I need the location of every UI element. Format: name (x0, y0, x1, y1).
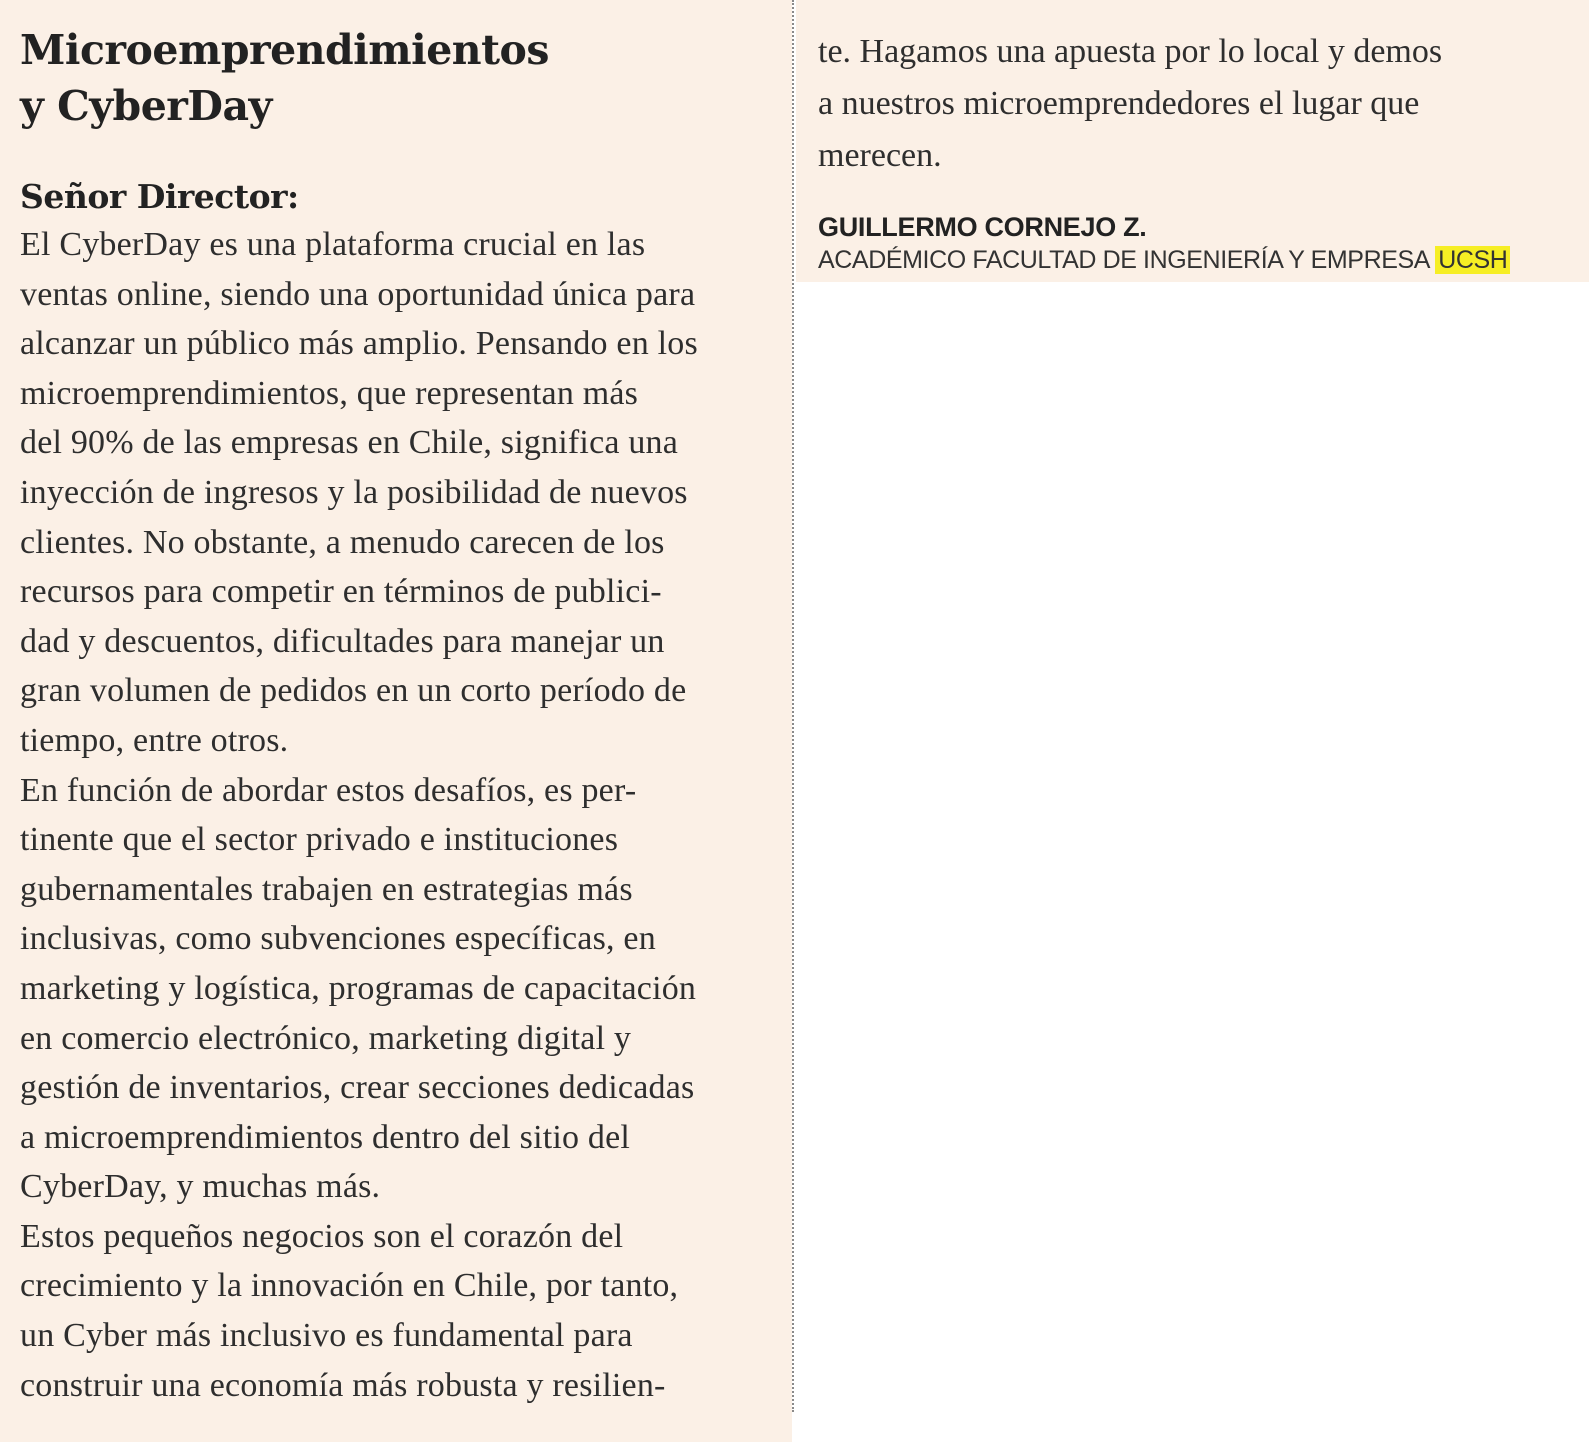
affiliation-text: ACADÉMICO FACULTAD DE INGENIERÍA Y EMPRESA (818, 246, 1429, 274)
paragraph-1 (20, 220, 772, 766)
paragraph-3-continued (818, 26, 1569, 182)
text-line: inclusivas, como subvenciones específicas, en (20, 920, 656, 958)
text-line: El CyberDay es una plataforma crucial en las (20, 226, 646, 263)
salutation: Señor Director: (20, 177, 299, 216)
article-headline (20, 22, 772, 134)
text-line: en comercio electrónico, marketing digital y (20, 1019, 632, 1057)
text-line: a microemprendimientos dentro del sitio del (20, 1118, 631, 1156)
text-line: inyección de ingresos y la posibilidad de nuevos (20, 473, 688, 511)
text-line: un Cyber más inclusivo es fundamental para (20, 1317, 633, 1355)
affiliation-highlight: UCSH (1435, 246, 1510, 274)
text-line: dad y descuentos, dificultades para manejar un (20, 622, 665, 660)
text-line: ventas online, siendo una oportunidad única para (20, 275, 696, 313)
text-line: marketing y logística, programas de capacitación (20, 969, 697, 1007)
text-line: gubernamentales trabajen en estrategias más (20, 870, 633, 908)
text-line: Estos pequeños negocios son el corazón del (20, 1217, 624, 1255)
text-line: merecen. (818, 137, 942, 174)
letter-column-left (0, 0, 792, 1442)
text-line: alcanzar un público más amplio. Pensando en los (20, 325, 698, 363)
paragraph-3 (20, 1212, 772, 1410)
text-line: recursos para competir en términos de publici- (20, 573, 662, 611)
paragraph-2 (20, 766, 772, 1212)
text-line: construir una economía más robusta y resilien- (20, 1366, 666, 1404)
headline-line-1: Microemprendimientos (20, 26, 549, 74)
author-name: GUILLERMO CORNEJO Z. (818, 212, 1147, 242)
text-line: tiempo, entre otros. (20, 721, 289, 759)
text-line: gran volumen de pedidos en un corto período de (20, 672, 687, 710)
text-line: En función de abordar estos desafíos, es per- (20, 771, 637, 809)
text-line: te. Hagamos una apuesta por lo local y demos (818, 33, 1443, 70)
text-line: gestión de inventarios, crear secciones dedicadas (20, 1069, 695, 1107)
headline-line-2: y CyberDay (20, 82, 272, 130)
letter-column-right (796, 0, 1589, 282)
text-line: CyberDay, y muchas más. (20, 1168, 381, 1206)
column-divider (792, 0, 794, 1412)
author-affiliation (818, 244, 1569, 276)
text-line: a nuestros microemprendedores el lugar que (818, 85, 1420, 122)
text-line: del 90% de las empresas en Chile, significa una (20, 424, 679, 462)
text-line: crecimiento y la innovación en Chile, por tanto, (20, 1267, 679, 1305)
text-line: clientes. No obstante, a menudo carecen de los (20, 523, 665, 561)
text-line: tinente que el sector privado e instituciones (20, 821, 619, 859)
text-line: microemprendimientos, que representan más (20, 374, 639, 412)
